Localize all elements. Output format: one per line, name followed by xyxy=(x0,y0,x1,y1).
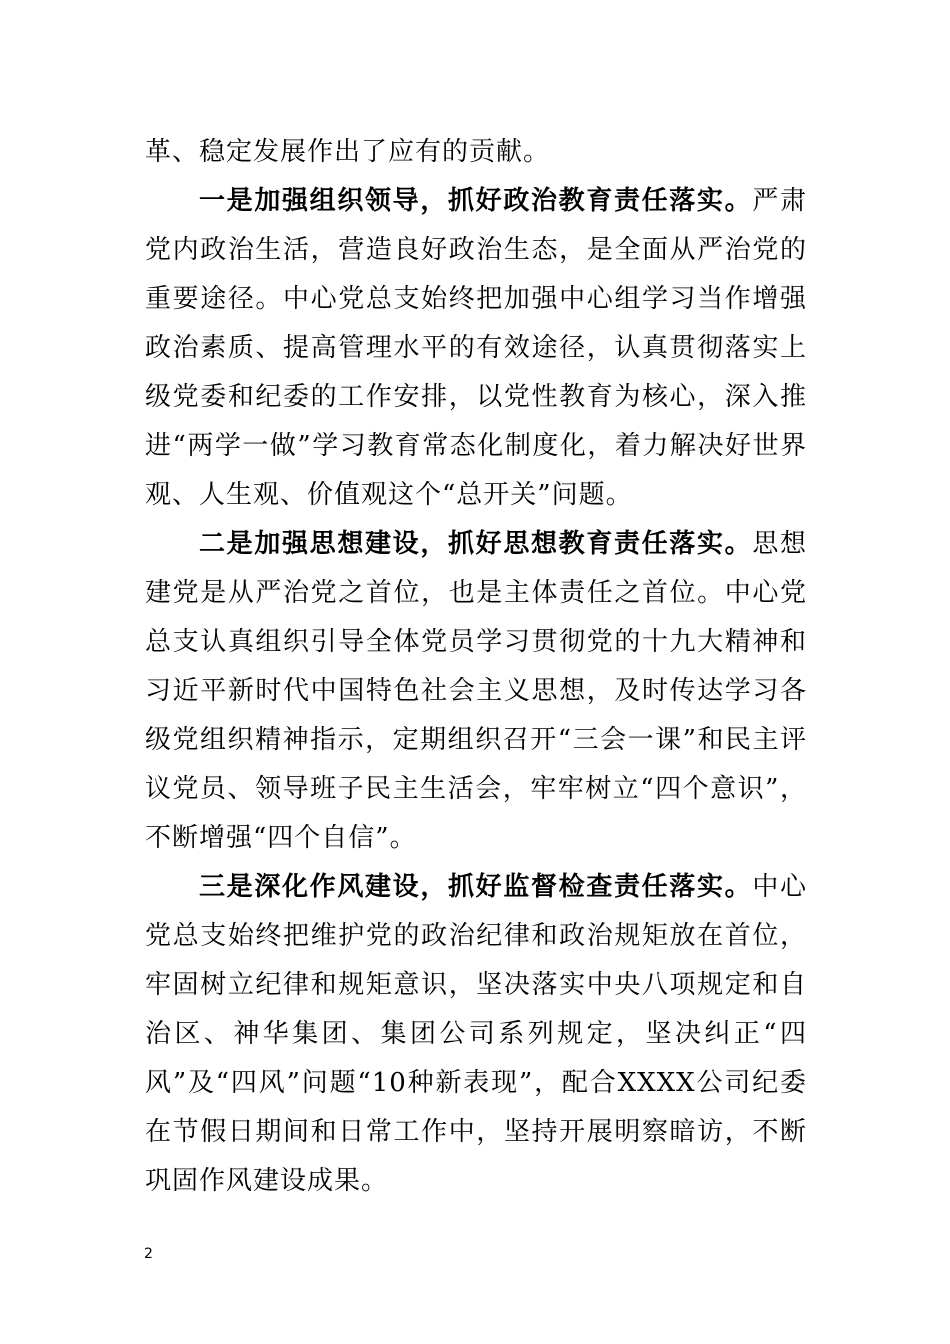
paragraph-text: 严肃党内政治生活，营造良好政治生态，是全面从严治党的重要途径。中心党总支始终把加强中心组学习当作增强政治素质、提高管理水平的有效途径，认真贯彻落实上级党委和纪委的工作安排，以党性教育为核心，深入推进“两学一做”学习教育常态化制度化，着力解决好世界观、人生观、价值观这个“总开关”问题。 xyxy=(145,186,807,510)
paragraph-text: 中心党总支始终把维护党的政治纪律和政治规矩放在首位，牢固树立纪律和规矩意识，坚决落实中央八项规定和自治区、神华集团、集团公司系列规定，坚决纠正“四风”及“四风”问题“10种新表现”，配合XXXX公司纪委在节假日期间和日常工作中，坚持开展明察暗访，不断巩固作风建设成果。 xyxy=(145,872,807,1196)
paragraph-text: 革、稳定发展作出了应有的贡献。 xyxy=(145,137,551,167)
paragraph-continuation xyxy=(145,128,807,177)
paragraph-work-style xyxy=(145,863,807,1206)
paragraph-lead: 二是加强思想建设，抓好思想教育责任落实。 xyxy=(199,529,753,559)
paragraph-text: 思想建党是从严治党之首位，也是主体责任之首位。中心党总支认真组织引导全体党员学习贯彻党的十九大精神和习近平新时代中国特色社会主义思想，及时传达学习各级党组织精神指示，定期组织召开“三会一课”和民主评议党员、领导班子民主生活会，牢牢树立“四个意识”，不断增强“四个自信”。 xyxy=(145,529,807,853)
page-number: 2 xyxy=(144,1246,153,1262)
paragraph-lead: 三是深化作风建设，抓好监督检查责任落实。 xyxy=(199,872,753,902)
paragraph-lead: 一是加强组织领导，抓好政治教育责任落实。 xyxy=(199,186,753,216)
body-text xyxy=(145,128,807,1206)
paragraph-ideology xyxy=(145,520,807,863)
paragraph-organization xyxy=(145,177,807,520)
